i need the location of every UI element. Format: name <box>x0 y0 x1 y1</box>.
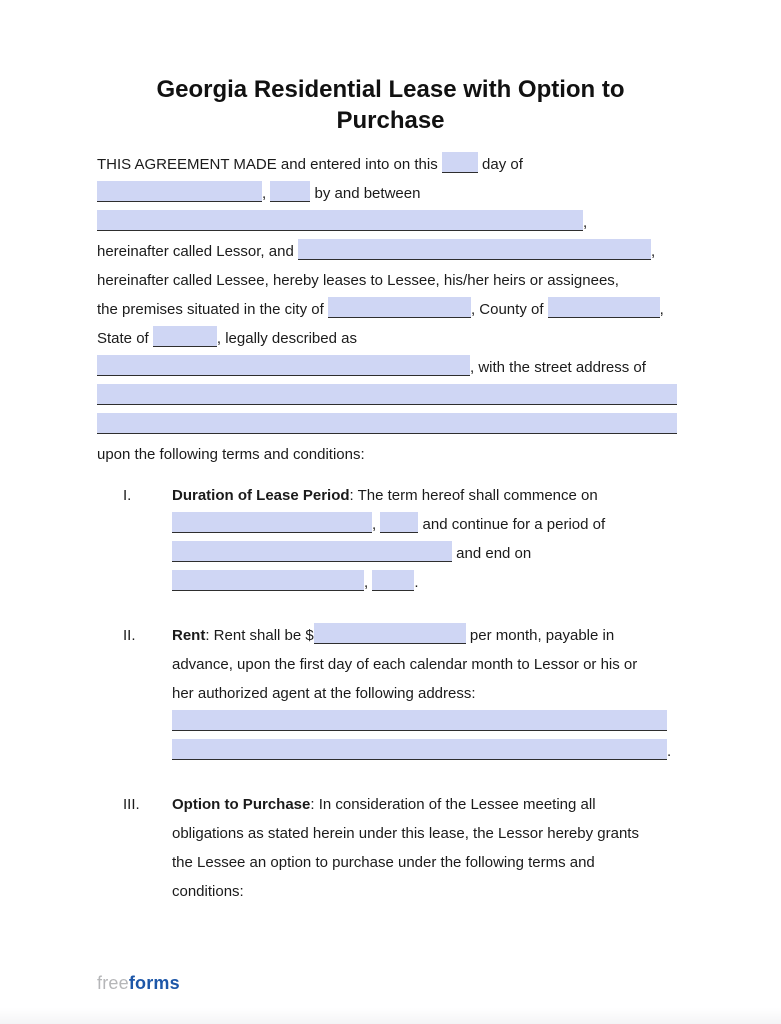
document-line <box>172 481 684 510</box>
section-heading-text: Option to Purchase <box>172 796 311 813</box>
payment-address-line1-field[interactable] <box>172 710 667 731</box>
section-option-to-purchase <box>97 790 684 906</box>
document-line <box>97 237 684 266</box>
text-segment: , <box>659 301 664 318</box>
section-body <box>172 790 684 906</box>
text-segment: , legally described as <box>216 330 357 347</box>
section-duration-of-lease <box>97 481 684 597</box>
text-segment: and continue for a period of <box>418 516 606 533</box>
text-segment: hereinafter called Lessor, and <box>97 243 298 260</box>
text-segment: advance, upon the first day of each calendar month to Lessor or his or <box>172 656 638 673</box>
city-field[interactable] <box>328 297 471 318</box>
document-body <box>97 150 684 906</box>
legal-description-field[interactable] <box>97 355 470 376</box>
text-segment: the premises situated in the city of <box>97 301 328 318</box>
lease-period-field[interactable] <box>172 541 452 562</box>
text-segment: day of <box>477 156 523 173</box>
document-line <box>97 295 684 324</box>
document-line <box>172 737 684 766</box>
document-line <box>172 621 684 650</box>
document-line <box>172 877 684 906</box>
text-segment: . <box>414 574 419 591</box>
text-segment: and end on <box>452 545 532 562</box>
payment-address-line2-field[interactable] <box>172 739 667 760</box>
text-segment: THIS AGREEMENT MADE and entered into on this <box>97 156 442 173</box>
document-line <box>172 819 684 848</box>
document-title: Georgia Residential Lease with Option to Purchase <box>156 76 625 134</box>
document-line <box>97 411 684 440</box>
text-segment: State of <box>97 330 153 347</box>
commencement-year-field[interactable] <box>380 512 418 533</box>
footer-brand-logo <box>97 973 781 994</box>
state-field[interactable] <box>153 326 217 347</box>
terms-intro-line: upon the following terms and conditions: <box>97 446 365 463</box>
text-segment: , with the street address of <box>470 359 646 376</box>
document-line <box>172 539 684 568</box>
section-heading-text: Rent <box>172 627 206 644</box>
document-line <box>97 150 684 179</box>
text-segment: the Lessee an option to purchase under the following terms and <box>172 854 595 871</box>
document-line <box>172 790 684 819</box>
document-line <box>172 708 684 737</box>
document-line <box>172 679 684 708</box>
brand-forms-text: forms <box>128 973 180 993</box>
text-segment: , <box>372 516 381 533</box>
text-segment: , <box>583 214 588 231</box>
commencement-date-field[interactable] <box>172 512 372 533</box>
section-body <box>172 481 684 597</box>
end-date-field[interactable] <box>172 570 364 591</box>
text-segment: . <box>667 743 672 760</box>
street-address-line1-field[interactable] <box>97 384 677 405</box>
page-bottom-edge <box>0 1008 781 1024</box>
rent-amount-field[interactable] <box>314 623 466 644</box>
text-segment: hereinafter called Lessee, hereby leases to Lessee, his/her heirs or assignees, <box>97 272 619 289</box>
document-line <box>97 266 684 295</box>
text-segment: per month, payable in <box>465 627 615 644</box>
intro-paragraph <box>97 150 684 440</box>
document-line <box>97 208 684 237</box>
document-line <box>172 568 684 597</box>
month-field[interactable] <box>97 181 262 202</box>
county-field[interactable] <box>548 297 660 318</box>
text-segment: , <box>364 574 373 591</box>
brand-free-text: free <box>97 973 129 993</box>
document-line <box>97 324 684 353</box>
text-segment: her authorized agent at the following address: <box>172 685 476 702</box>
section-number: I. <box>123 487 132 504</box>
end-year-field[interactable] <box>372 570 414 591</box>
lessee-name-field[interactable] <box>298 239 651 260</box>
section-number: II. <box>123 627 136 644</box>
text-segment: : In consideration of the Lessee meeting all <box>310 796 596 813</box>
text-segment: : Rent shall be $ <box>205 627 314 644</box>
day-of-month-field[interactable] <box>442 152 478 173</box>
document-line <box>97 179 684 208</box>
section-body <box>172 621 684 766</box>
year-field[interactable] <box>270 181 310 202</box>
document-line <box>97 382 684 411</box>
text-segment: , County of <box>470 301 548 318</box>
section-rent <box>97 621 684 766</box>
street-address-line2-field[interactable] <box>97 413 677 434</box>
text-segment: : The term hereof shall commence on <box>349 487 598 504</box>
text-segment: obligations as stated herein under this lease, the Lessor hereby grants <box>172 825 639 842</box>
lessor-name-field[interactable] <box>97 210 583 231</box>
text-segment: conditions: <box>172 883 244 900</box>
text-segment: , <box>262 185 271 202</box>
document-line <box>172 510 684 539</box>
section-heading-text: Duration of Lease Period <box>172 487 350 504</box>
document-line <box>172 848 684 877</box>
text-segment: by and between <box>310 185 421 202</box>
document-line <box>172 650 684 679</box>
text-segment: , <box>650 243 656 260</box>
section-number: III. <box>123 796 140 813</box>
document-line <box>97 353 684 382</box>
